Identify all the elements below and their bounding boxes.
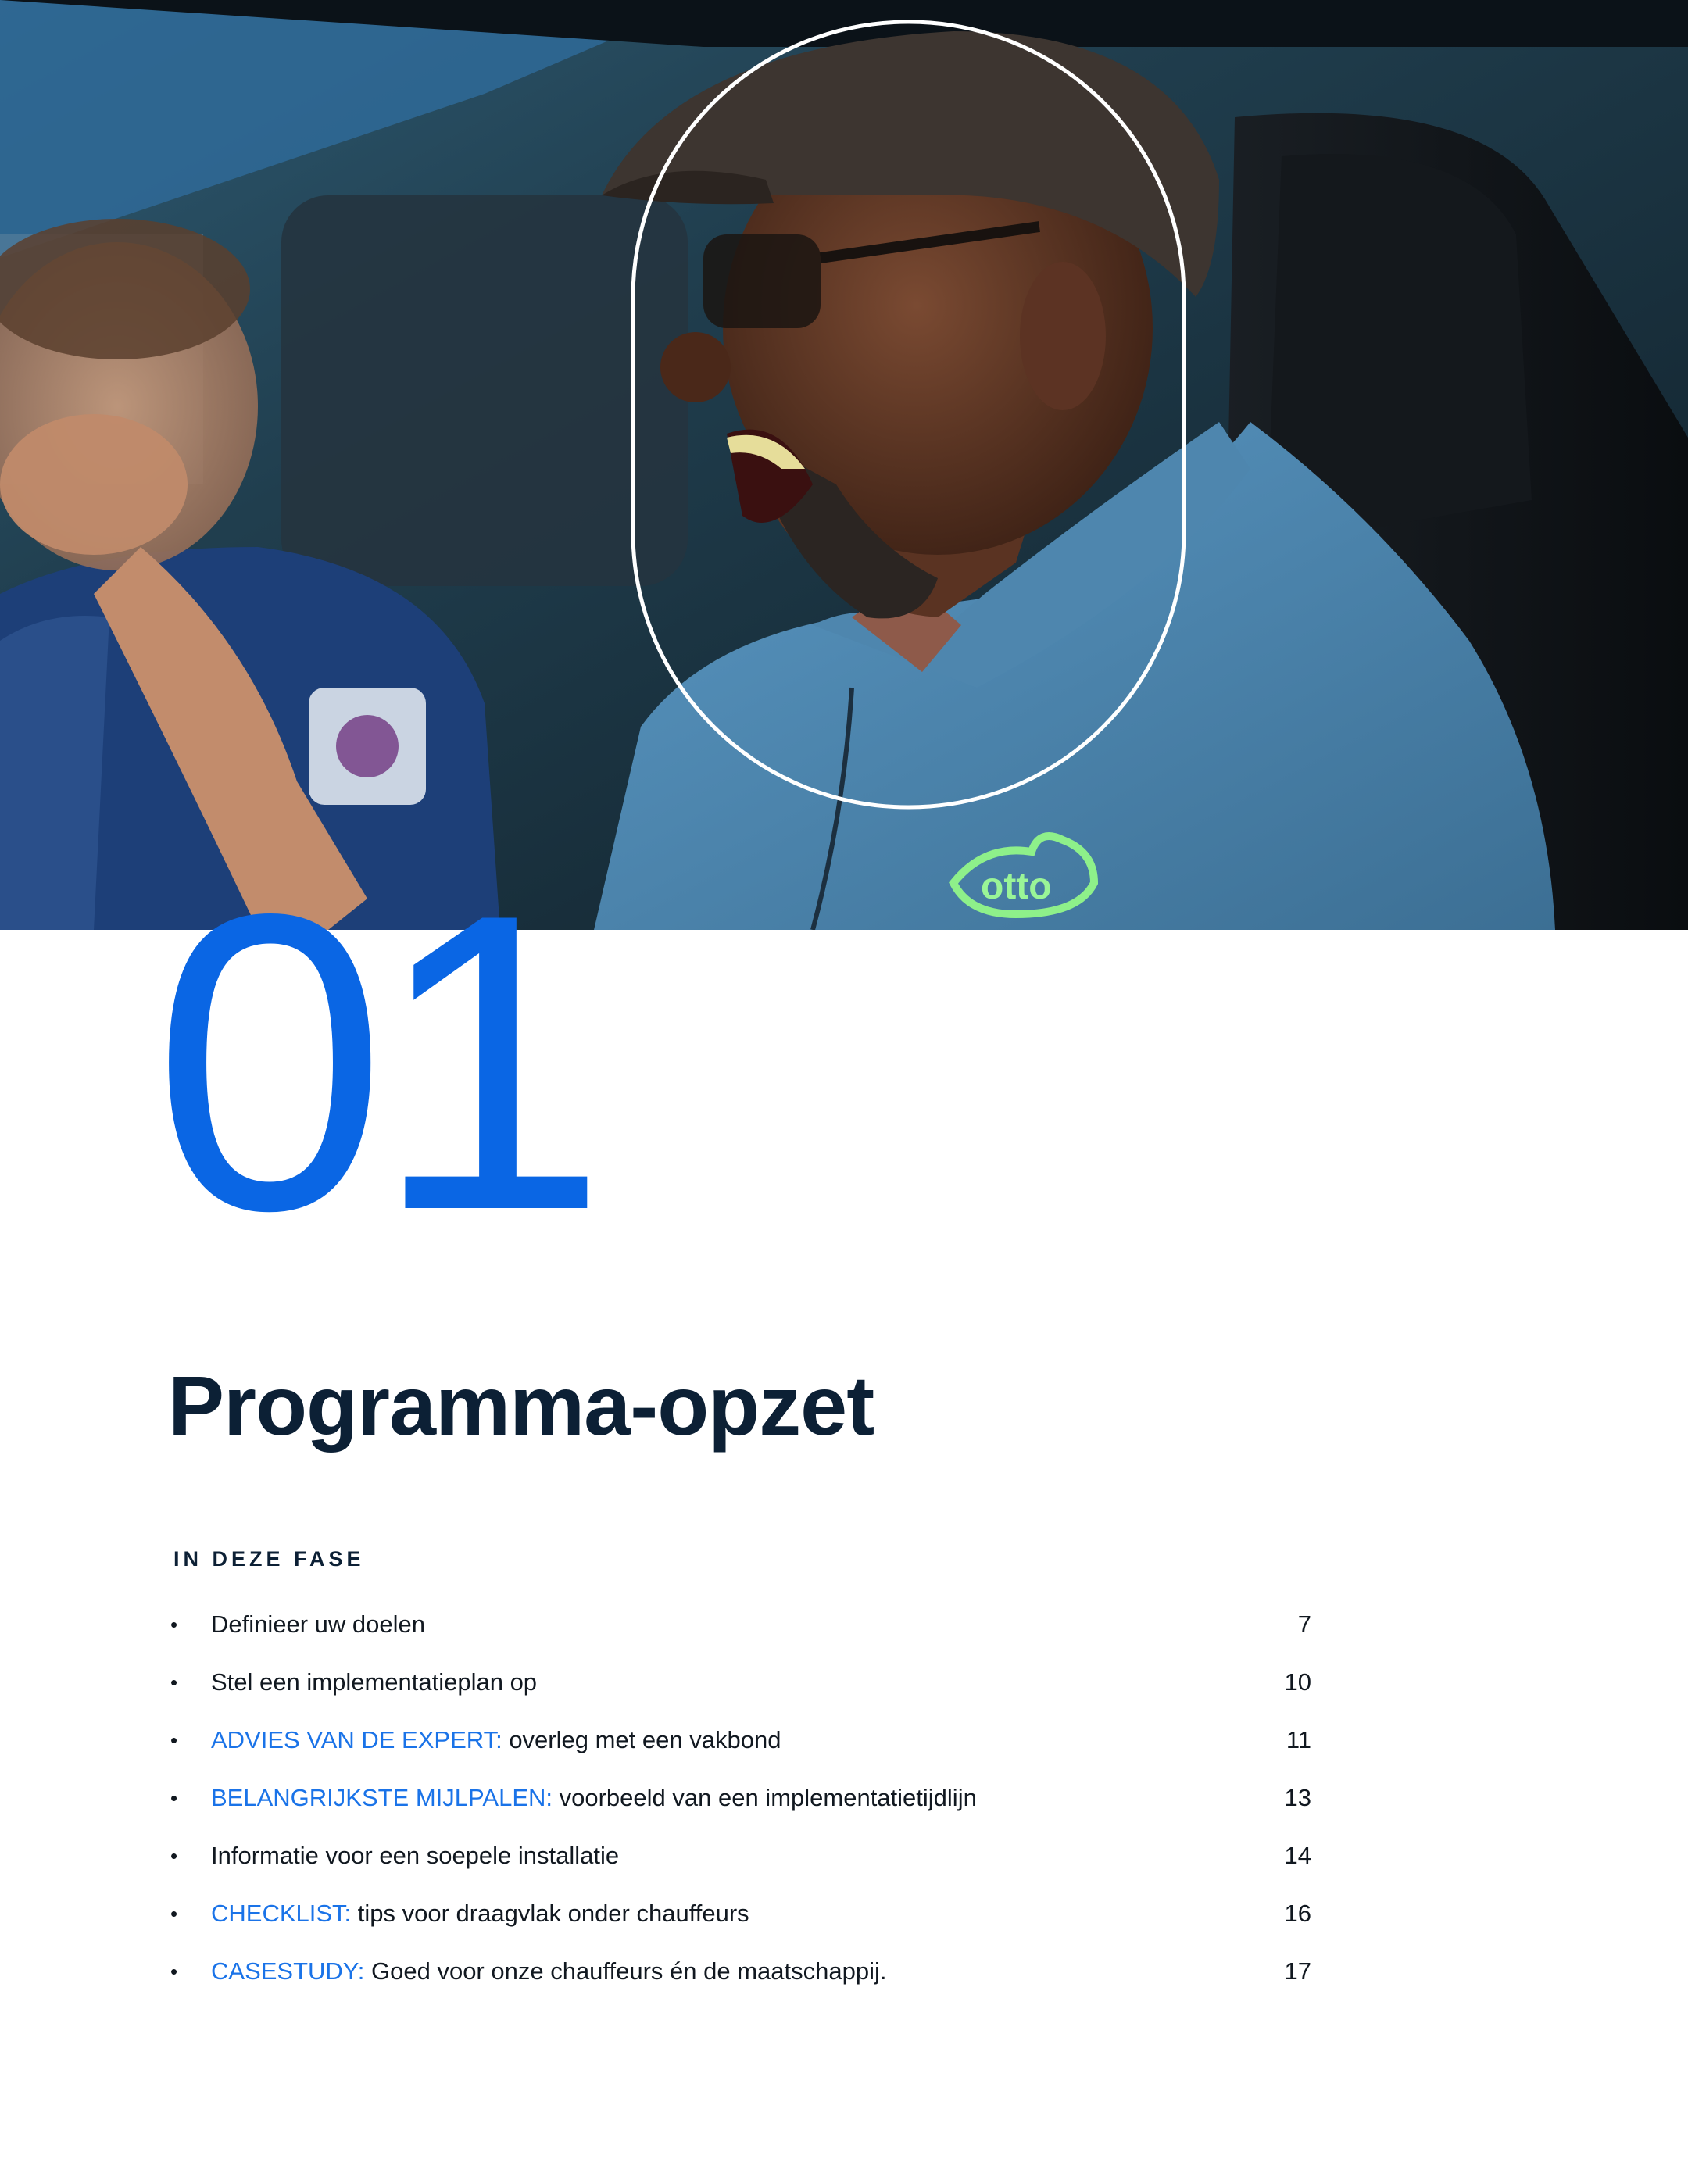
toc-item[interactable]: [170, 1711, 1311, 1769]
hero-photo-illustration: [0, 0, 1688, 930]
bullet-icon: •: [170, 1612, 178, 1636]
toc-entry: [211, 1668, 1311, 1696]
toc-page-number: 14: [1284, 1842, 1311, 1869]
toc-entry: [211, 1610, 1311, 1639]
page-title: Programma-opzet: [168, 1358, 874, 1453]
toc-entry-text: tips voor draagvlak onder chauffeurs: [351, 1900, 749, 1927]
toc-item[interactable]: [170, 1596, 1311, 1653]
bullet-icon: •: [170, 1670, 178, 1694]
toc-page-number: 11: [1286, 1726, 1311, 1753]
chapter-number: 01: [152, 827, 594, 1298]
toc-page-number: 17: [1284, 1957, 1311, 1985]
toc-entry: [211, 1726, 1311, 1754]
toc-entry: [211, 1784, 1311, 1812]
otto-logo-text: otto: [981, 866, 1052, 907]
section-label: IN DEZE FASE: [173, 1547, 365, 1571]
toc-entry: [211, 1957, 1311, 1986]
toc-entry-tag: ADVIES VAN DE EXPERT:: [211, 1726, 502, 1753]
toc-entry-text: Informatie voor een soepele installatie: [211, 1842, 620, 1869]
toc-entry-text: Goed voor onze chauffeurs én de maatschappij.: [364, 1957, 887, 1985]
toc-entry: [211, 1900, 1311, 1928]
toc-list: [170, 1596, 1311, 2000]
toc-entry-text: overleg met een vakbond: [502, 1726, 781, 1753]
toc-page-number: 16: [1284, 1900, 1311, 1927]
toc-entry-tag: CASESTUDY:: [211, 1957, 365, 1985]
hero-photo: [0, 0, 1688, 930]
toc-entry-tag: BELANGRIJKSTE MIJLPALEN:: [211, 1784, 553, 1811]
toc-entry-tag: CHECKLIST:: [211, 1900, 352, 1927]
bullet-icon: •: [170, 1959, 178, 1983]
toc-item[interactable]: [170, 1827, 1311, 1885]
toc-item[interactable]: [170, 1653, 1311, 1711]
toc-page-number: 10: [1284, 1668, 1311, 1696]
toc-entry-text: voorbeeld van een implementatietijdlijn: [553, 1784, 977, 1811]
toc-item[interactable]: [170, 1943, 1311, 2000]
toc-entry-text: Stel een implementatieplan op: [211, 1668, 538, 1696]
toc-item[interactable]: [170, 1885, 1311, 1943]
toc-entry-text: Definieer uw doelen: [211, 1610, 426, 1638]
toc-page-number: 13: [1284, 1784, 1311, 1811]
toc-entry: [211, 1842, 1311, 1870]
bullet-icon: •: [170, 1785, 178, 1810]
toc-item[interactable]: [170, 1769, 1311, 1827]
bullet-icon: •: [170, 1843, 178, 1868]
bullet-icon: •: [170, 1901, 178, 1925]
toc-page-number: 7: [1297, 1610, 1311, 1638]
bullet-icon: •: [170, 1728, 178, 1752]
